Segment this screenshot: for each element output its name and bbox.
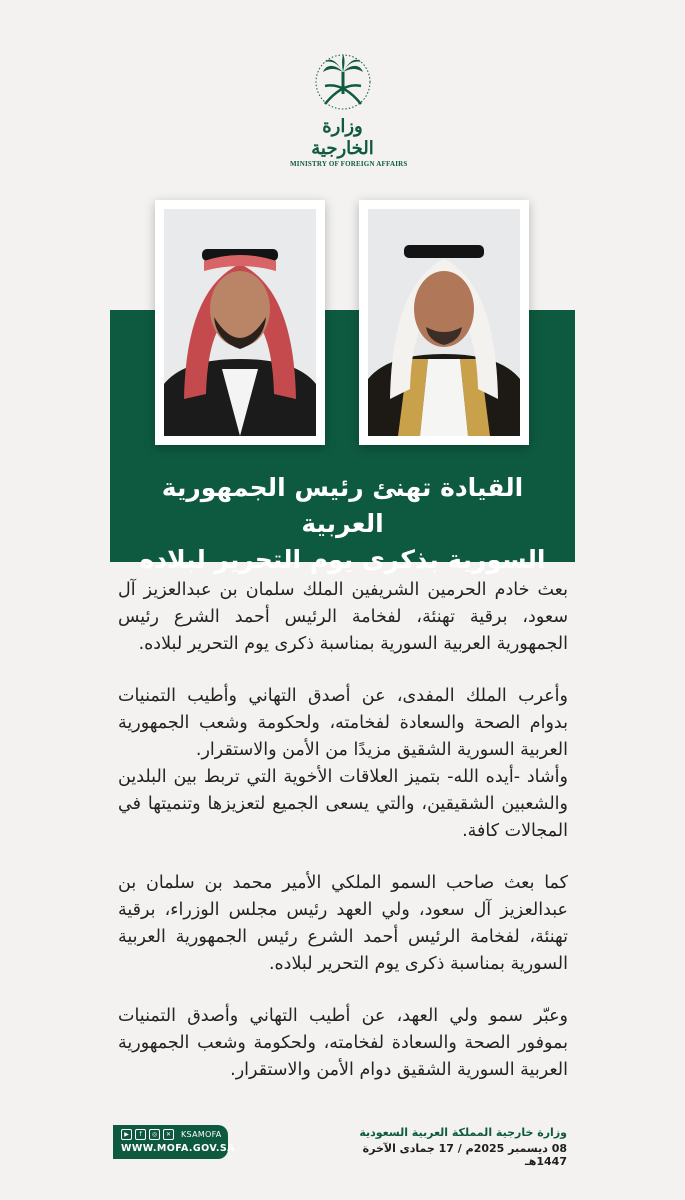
footer-date: 08 ديسمبر 2025م / 17 جمادى الآخرة 1447هـ	[362, 1142, 567, 1168]
logo-english-text: MINISTRY OF FOREIGN AFFAIRS	[290, 160, 408, 168]
paragraph-2: وأعرب الملك المفدى، عن أصدق التهاني وأطيب التمنيات بدوام الصحة والسعادة لفخامته، ولحكومة وشعب الجمهورية العربية السورية الشقيق مزيدًا من الأمن والاستقرار.	[118, 686, 568, 760]
logo-arabic-text: وزارة الخارجية	[311, 116, 374, 159]
headline-line-2: السورية بذكرى يوم التحرير لبلاده	[139, 545, 546, 574]
king-portrait-icon	[368, 209, 520, 436]
paragraph-3: وأشاد -أيده الله- بتميز العلاقات الأخوية التي تربط بين البلدين والشعبين الشقيقين، والتي يسعى الجميع لتعزيزها وتنميتها في المجالات كافة.	[118, 767, 568, 841]
paragraph-5: وعبّر سمو ولي العهد، عن أطيب التهاني وأصدق التمنيات بموفور الصحة والسعادة لفخامته، ولحكومة وشعب الجمهورية العربية السورية الشقيق دوام الأمن والاستقرار.	[118, 1006, 568, 1080]
x-icon[interactable]: ✕	[163, 1129, 174, 1140]
paragraph-4: كما بعث صاحب السمو الملكي الأمير محمد بن سلمان بن عبدالعزيز آل سعود، ولي العهد رئيس مجلس الوزراء، برقية تهنئة، لفخامة الرئيس أحمد الشرع رئيس الجمهورية العربية السورية بمناسبة ذكرى يوم التحرير لبلاده.	[118, 873, 568, 974]
facebook-icon[interactable]: f	[135, 1129, 146, 1140]
crown-prince-photo	[155, 200, 325, 445]
palm-swords-emblem-icon	[313, 52, 373, 114]
footer-info	[347, 1126, 567, 1168]
headline-line-1: القيادة تهنئ رئيس الجمهورية العربية	[161, 473, 524, 538]
paragraph-1: بعث خادم الحرمين الشريفين الملك سلمان بن عبدالعزيز آل سعود، برقية تهنئة، لفخامة الرئيس أحمد الشرع رئيس الجمهورية العربية السورية بمناسبة ذكرى يوم التحرير لبلاده.	[118, 580, 568, 654]
website-link[interactable]: WWW.MOFA.GOV.SA	[121, 1143, 235, 1154]
social-handle[interactable]: KSAMOFA	[181, 1130, 222, 1139]
social-footer	[113, 1125, 235, 1159]
article-body	[118, 577, 568, 1084]
footer-organization: وزارة خارجية المملكة العربية السعودية	[359, 1126, 567, 1139]
youtube-icon[interactable]: ▶	[121, 1129, 132, 1140]
king-photo	[359, 200, 529, 445]
crown-prince-portrait-icon	[164, 209, 316, 436]
ministry-logo	[290, 52, 408, 168]
headline	[120, 470, 565, 578]
instagram-icon[interactable]: ◎	[149, 1129, 160, 1140]
